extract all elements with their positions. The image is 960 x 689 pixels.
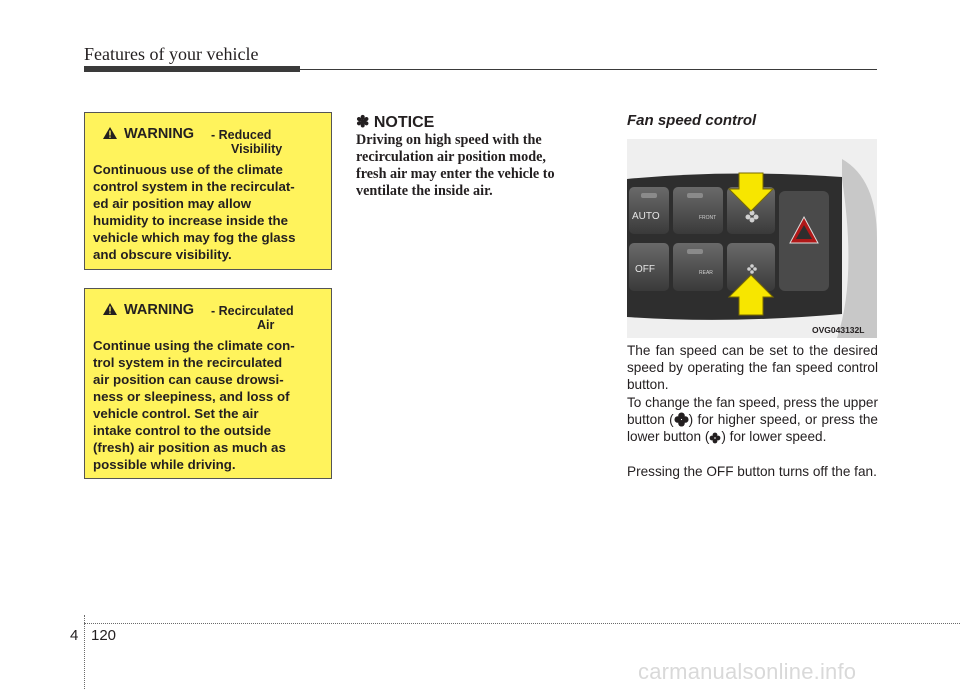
warning-subtitle-2: Air bbox=[257, 318, 275, 332]
section-heading-fan-speed: Fan speed control bbox=[627, 112, 757, 129]
warning-line: ed air position may allow bbox=[93, 196, 252, 211]
page-header-title: Features of your vehicle bbox=[84, 44, 259, 64]
warning-line: control system in the recirculat- bbox=[93, 179, 295, 194]
fan-low-icon bbox=[709, 432, 721, 444]
warning-line: trol system in the recirculated bbox=[93, 355, 283, 370]
off-button-label: OFF bbox=[635, 264, 655, 275]
fan-control-figure bbox=[627, 139, 877, 338]
warning-line: vehicle which may fog the glass bbox=[93, 230, 296, 245]
auto-button-label: AUTO bbox=[632, 211, 660, 222]
figure-caption: OVG043132L bbox=[812, 325, 865, 335]
warning-header bbox=[93, 119, 323, 155]
warning-triangle-icon bbox=[103, 127, 117, 139]
notice-heading: ✽ NOTICE bbox=[356, 114, 435, 131]
warning-subtitle: - Reduced bbox=[211, 128, 272, 142]
notice-line: Driving on high speed with the bbox=[356, 132, 542, 148]
header-rule-thin bbox=[300, 69, 877, 70]
warning-line: air position can cause drowsi- bbox=[93, 372, 284, 387]
fan-para-2-text-c: ) for lower speed. bbox=[721, 429, 827, 444]
warning-triangle-icon bbox=[103, 303, 117, 315]
warning-title: WARNING bbox=[124, 302, 195, 318]
fan-high-icon bbox=[674, 412, 689, 427]
front-defrost-label: FRONT bbox=[699, 215, 717, 221]
footer-divider bbox=[84, 623, 960, 624]
warning-header bbox=[93, 295, 323, 331]
warning-line: vehicle control. Set the air bbox=[93, 406, 259, 421]
fan-para-2 bbox=[627, 394, 878, 445]
warning-line: Continue using the climate con- bbox=[93, 338, 295, 353]
warning-line: possible while driving. bbox=[93, 457, 236, 472]
fan-para-2-text-b: ) for higher speed, or press the lower button ( bbox=[627, 412, 878, 444]
notice-line: fresh air may enter the vehicle to bbox=[356, 166, 555, 182]
warning-body bbox=[93, 161, 323, 263]
footer-vertical-divider bbox=[84, 615, 85, 689]
fan-para-2-text-a: To change the fan speed, press the upper button ( bbox=[627, 395, 878, 427]
warning-line: ness or sleepiness, and loss of bbox=[93, 389, 290, 404]
warning-box-recirculated-air bbox=[84, 288, 332, 479]
fan-para-3: Pressing the OFF button turns off the fan. bbox=[627, 464, 877, 479]
warning-box-reduced-visibility bbox=[84, 112, 332, 270]
warning-line: and obscure visibility. bbox=[93, 247, 232, 262]
warning-subtitle-2: Visibility bbox=[231, 142, 283, 156]
watermark: carmanualsonline.info bbox=[638, 659, 857, 684]
warning-line: humidity to increase inside the bbox=[93, 213, 289, 228]
warning-body bbox=[93, 337, 323, 473]
notice-body bbox=[356, 132, 604, 200]
page-number: 120 bbox=[91, 627, 117, 644]
header-rule bbox=[84, 66, 300, 72]
warning-subtitle: - Recirculated bbox=[211, 304, 294, 318]
warning-line: intake control to the outside bbox=[93, 423, 272, 438]
warning-line: Continuous use of the climate bbox=[93, 162, 283, 177]
notice-line: ventilate the inside air. bbox=[356, 183, 493, 199]
section-number: 4 bbox=[70, 627, 79, 644]
warning-title: WARNING bbox=[124, 126, 195, 142]
notice-line: recirculation air position mode, bbox=[356, 149, 546, 165]
climate-panel-illustration bbox=[627, 139, 877, 338]
warning-line: (fresh) air position as much as bbox=[93, 440, 286, 455]
fan-para-1: The fan speed can be set to the desired speed by operating the fan speed control button. bbox=[627, 343, 878, 392]
rear-defrost-label: REAR bbox=[699, 270, 713, 276]
